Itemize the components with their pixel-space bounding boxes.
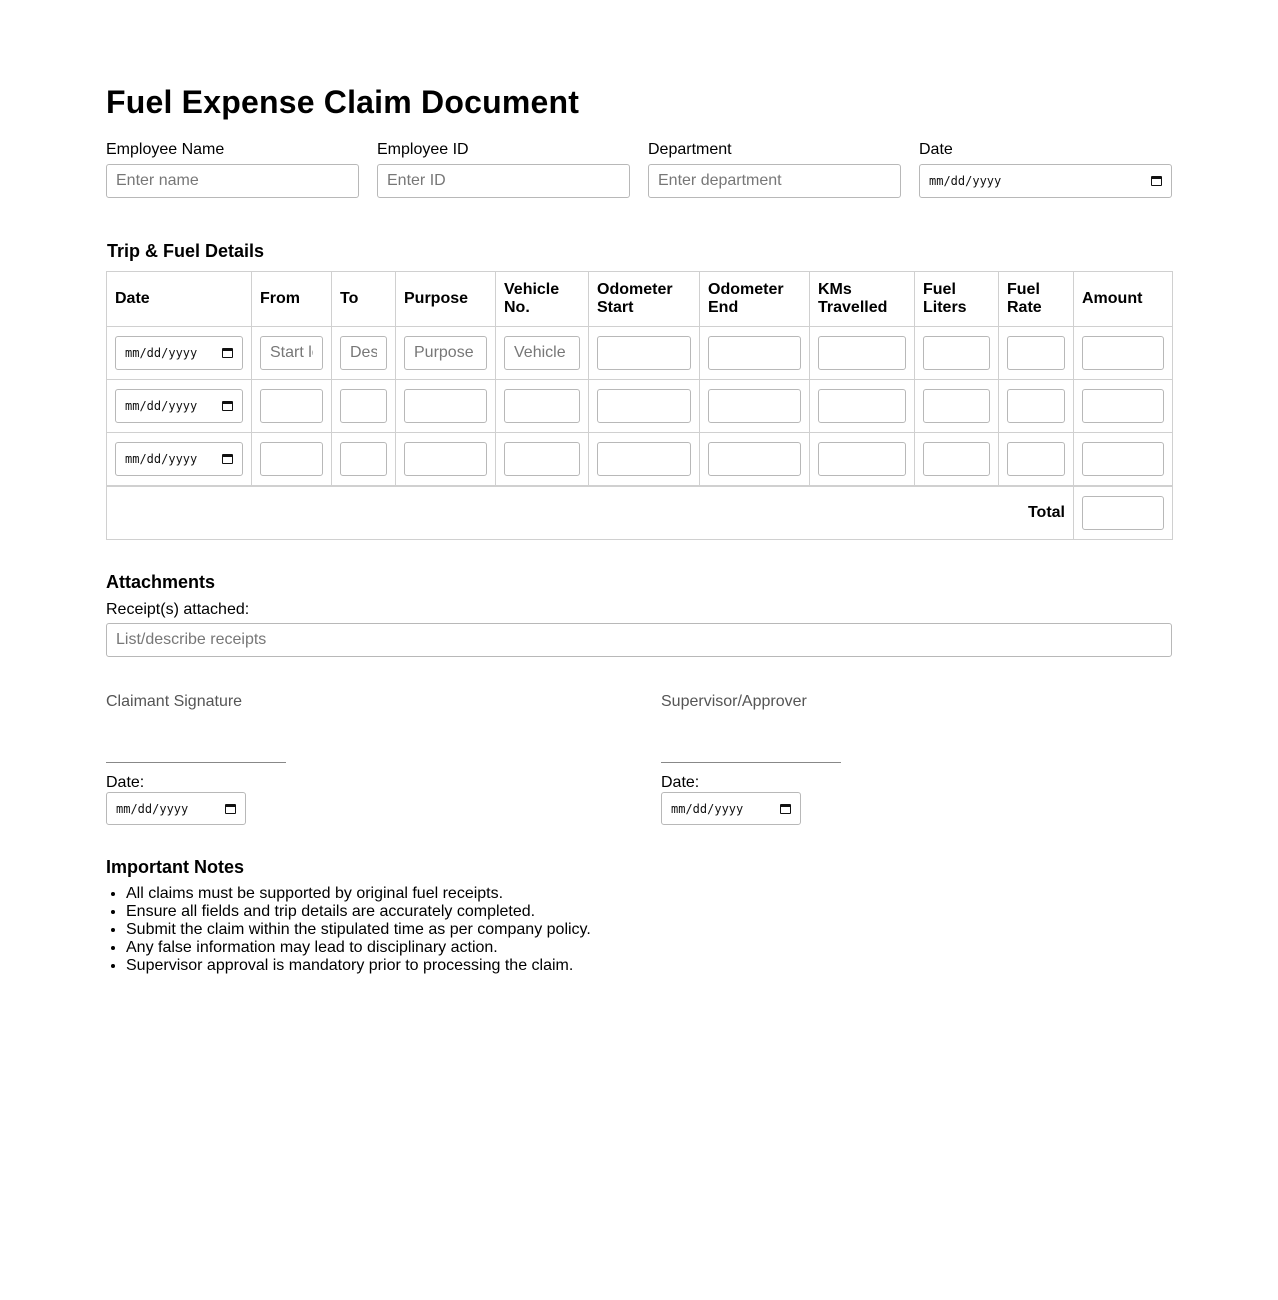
table-row	[107, 327, 1173, 380]
date-format-text: mm/dd/yyyy	[125, 451, 198, 466]
row-amount-input[interactable]	[1082, 442, 1164, 476]
list-item: • Any false information may lead to disciplinary action.	[126, 939, 591, 957]
list-item: • Submit the claim within the stipulated time as per company policy.	[126, 921, 591, 939]
trip-section-title: Trip & Fuel Details	[107, 241, 265, 261]
table-row	[107, 433, 1173, 486]
claimant-signature-line[interactable]	[106, 762, 286, 763]
row-purpose-input[interactable]	[404, 336, 487, 370]
attachments-title: Attachments	[106, 572, 216, 592]
claim-date-label: Date	[919, 141, 953, 158]
row-odometer-end-input[interactable]	[708, 336, 801, 370]
calendar-icon[interactable]	[222, 401, 233, 411]
total-label: Total	[107, 486, 1074, 540]
col-header-amount: Amount	[1074, 272, 1173, 327]
row-fuel-rate-input[interactable]	[1007, 442, 1065, 476]
col-header-odometer-start: Odometer Start	[589, 272, 700, 327]
col-header-to: To	[332, 272, 396, 327]
trip-table	[106, 271, 1173, 540]
list-item: • Supervisor approval is mandatory prior to processing the claim.	[126, 957, 591, 975]
row-vehicle-input[interactable]	[504, 389, 580, 423]
row-fuel-liters-input[interactable]	[923, 389, 990, 423]
total-amount-input[interactable]	[1082, 496, 1164, 530]
supervisor-date-input[interactable]	[661, 792, 801, 825]
employee-id-group	[377, 141, 630, 198]
employee-id-input[interactable]	[377, 164, 630, 198]
list-item: • All claims must be supported by original fuel receipts.	[126, 885, 591, 903]
row-odometer-end-input[interactable]	[708, 389, 801, 423]
row-kms-input[interactable]	[818, 336, 906, 370]
row-fuel-rate-input[interactable]	[1007, 336, 1065, 370]
row-date-input[interactable]	[115, 389, 243, 423]
row-amount-input[interactable]	[1082, 389, 1164, 423]
employee-id-label: Employee ID	[377, 141, 469, 158]
date-format-text: mm/dd/yyyy	[125, 346, 198, 360]
row-from-input[interactable]	[260, 336, 323, 370]
calendar-icon[interactable]	[1151, 176, 1162, 186]
notes-list	[106, 885, 591, 975]
row-fuel-rate-input[interactable]	[1007, 389, 1065, 423]
claimant-signature-block	[106, 693, 506, 816]
calendar-icon[interactable]	[222, 348, 233, 358]
col-header-date: Date	[107, 272, 252, 327]
department-group	[648, 141, 901, 198]
calendar-icon[interactable]	[780, 804, 791, 814]
claimant-date-input[interactable]	[106, 792, 246, 825]
row-date-input[interactable]	[115, 336, 243, 370]
col-header-fuel-liters: Fuel Liters	[915, 272, 999, 327]
employee-name-group	[106, 141, 359, 198]
row-kms-input[interactable]	[818, 442, 906, 476]
department-input[interactable]	[648, 164, 901, 198]
table-row	[107, 380, 1173, 433]
supervisor-signature-block	[661, 693, 1061, 816]
row-to-input[interactable]	[340, 442, 387, 476]
row-from-input[interactable]	[260, 442, 323, 476]
row-kms-input[interactable]	[818, 389, 906, 423]
col-header-purpose: Purpose	[396, 272, 496, 327]
date-format-text: mm/dd/yyyy	[671, 801, 744, 816]
col-header-odometer-end: Odometer End	[700, 272, 810, 327]
row-fuel-liters-input[interactable]	[923, 336, 990, 370]
col-header-kms: KMs Travelled	[810, 272, 915, 327]
supervisor-signature-label: Supervisor/Approver	[661, 693, 807, 710]
employee-fields	[106, 141, 1172, 198]
row-to-input[interactable]	[340, 336, 387, 370]
claim-date-group	[919, 141, 1172, 198]
receipts-label: Receipt(s) attached:	[106, 601, 250, 618]
employee-name-input[interactable]	[106, 164, 359, 198]
row-fuel-liters-input[interactable]	[923, 442, 990, 476]
date-format-text: mm/dd/yyyy	[125, 399, 198, 413]
department-label: Department	[648, 141, 732, 158]
claimant-date-label: Date:	[106, 774, 145, 791]
col-header-vehicle: Vehicle No.	[496, 272, 589, 327]
page-title: Fuel Expense Claim Document	[106, 84, 580, 120]
employee-name-label: Employee Name	[106, 141, 225, 158]
table-header-row	[107, 272, 1173, 327]
receipts-input[interactable]	[106, 623, 1172, 657]
row-vehicle-input[interactable]	[504, 336, 580, 370]
date-format-text: mm/dd/yyyy	[116, 801, 189, 816]
row-date-input[interactable]	[115, 442, 243, 476]
row-purpose-input[interactable]	[404, 389, 487, 423]
calendar-icon[interactable]	[225, 804, 236, 814]
row-odometer-start-input[interactable]	[597, 442, 691, 476]
claimant-signature-label: Claimant Signature	[106, 693, 243, 710]
row-odometer-end-input[interactable]	[708, 442, 801, 476]
col-header-from: From	[252, 272, 332, 327]
supervisor-signature-line[interactable]	[661, 762, 841, 763]
row-vehicle-input[interactable]	[504, 442, 580, 476]
row-odometer-start-input[interactable]	[597, 336, 691, 370]
calendar-icon[interactable]	[222, 454, 233, 464]
row-purpose-input[interactable]	[404, 442, 487, 476]
total-row	[107, 486, 1173, 540]
supervisor-date-label: Date:	[661, 774, 700, 791]
list-item: • Ensure all fields and trip details are accurately completed.	[126, 903, 591, 921]
col-header-fuel-rate: Fuel Rate	[999, 272, 1074, 327]
row-amount-input[interactable]	[1082, 336, 1164, 370]
claim-date-input[interactable]	[919, 164, 1172, 198]
notes-title: Important Notes	[106, 857, 245, 877]
date-format-text: mm/dd/yyyy	[929, 174, 1002, 188]
row-to-input[interactable]	[340, 389, 387, 423]
row-odometer-start-input[interactable]	[597, 389, 691, 423]
row-from-input[interactable]	[260, 389, 323, 423]
